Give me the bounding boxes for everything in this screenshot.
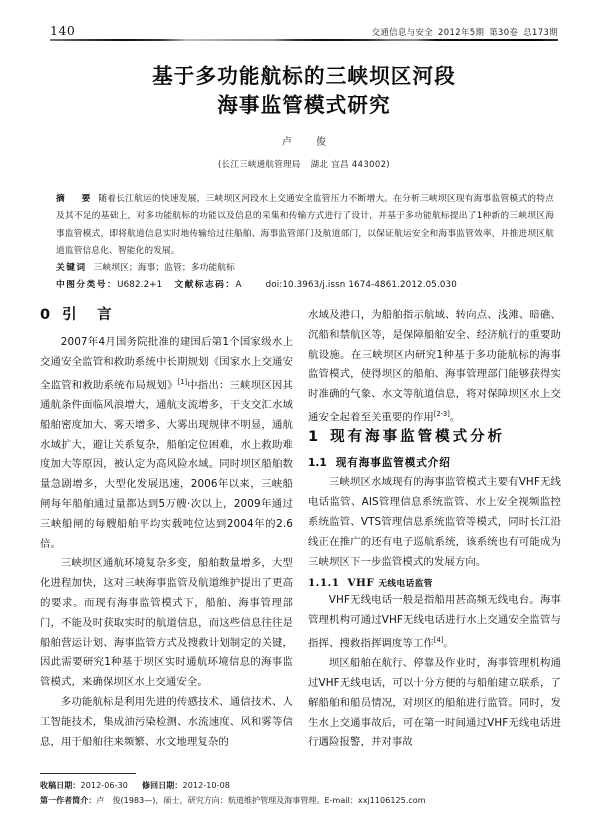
bio-text: 卢 俊(1983—)，硕士，研究方向：航道维护管理及海事管理。E-mail：xxj1106125.com	[96, 796, 426, 805]
keywords-label: 关键词	[56, 263, 87, 274]
classification-line	[56, 277, 554, 294]
affiliation	[60, 158, 548, 170]
right-p1-reference: [2-3]	[433, 409, 450, 418]
header-rule	[50, 39, 558, 41]
right-paragraph-3	[308, 591, 561, 654]
doi-text: doi:10.3963/j.issn 1674-4861.2012.05.030	[265, 280, 457, 291]
author-name: 卢 俊	[282, 137, 333, 149]
received-date: 2012-06-30	[80, 781, 128, 790]
section-heading-1-1-1	[308, 577, 561, 589]
section-heading-0	[40, 306, 293, 324]
affiliation-zip: 443002)	[351, 159, 390, 170]
title-line-1: 基于多功能航标的三峡坝区河段	[152, 64, 456, 88]
right-column	[308, 306, 561, 787]
keywords-text: 三峡坝区；海事；监管；多功能航标	[93, 263, 235, 274]
affiliation-province: 湖北	[310, 159, 329, 170]
footnote-dates	[40, 779, 293, 793]
left-paragraph-2: 三峡坝区通航环境复杂多变，船舶数量增多，大型化进程加快，这对三峡海事监管及航道维护提出了更高的要求。而现有海事监管模式下，船舶、海事管理部门，不能及时获取实时的航道信息，而这些信息往往是船舶营运计划、海事监管方式及搜救计划制定的关键，因此需要研究1种基于坝区实时通航环境信息的海事监管模式，来确保坝区水上交通安全。	[40, 557, 293, 689]
right-p3-text: VHF无线电话一般是指船用甚高频无线电台。海事管理机构可通过VHF无线电话进行水上交通安全监管与指挥、搜救指挥调度等工作	[308, 594, 561, 650]
abstract-block	[56, 191, 554, 295]
left-p1-part1: 2007年4月国务院批准的建国后第1个国家级水上交通安全监管和救助系统中长期规划《国家水上交通安全监管和救助系统布局规划》	[40, 336, 293, 392]
section-111-title-2: 无线电话监管	[378, 579, 433, 590]
left-paragraph-1	[40, 333, 293, 554]
footnote-author-bio	[40, 794, 470, 807]
right-paragraph-2: 三峡坝区水域现有的海事监管模式主要有VHF无线电话监管、AIS管理信息系统监管、水上安全视频监控系统监管、VTS管理信息系统监管等模式，同时长江沿线正在推广的还有电子巡航系统，该系统也有可能成为三峡坝区下一步监管模式的发展方向。	[308, 476, 561, 568]
footnote-block	[40, 773, 293, 793]
right-paragraph-1	[308, 306, 561, 428]
section-1-title: 现有海事监管模式分析	[330, 429, 506, 446]
section-0-number: 0	[40, 307, 51, 323]
left-paragraph-3: 多功能航标是利用先进的传感技术、通信技术、人工智能技术，集成油污染检测、水流速度、风和雾等信息，用于船舶往来频繁、水文地理复杂的	[40, 695, 293, 748]
clc-code: U682.2+1	[117, 280, 163, 291]
clc-label: 中图分类号：	[56, 280, 118, 291]
left-p1-part2: 中指出：三峡坝区因其通航条件面临风浪增大，通航支流增多，干支交汇水域船舶密度加大、雾天增多、大雾出现规律不明显，通航水域扩大，避让关系复杂，船舶定位困难，水上救助难度加大等原因，被认定为高风险水域。同时坝区船舶数量急剧增多，大型化发展迅速，2006年以来，三峡船闸每年船舶通过量都达到5万艘·次以上，2009年通过三峡船闸的每艘船舶平均实载吨位达到2004年的2.6倍。	[40, 379, 293, 550]
section-heading-1-1	[308, 455, 561, 470]
journal-serial: 总173期	[523, 26, 558, 38]
section-11-title: 现有海事监管模式介绍	[335, 457, 451, 470]
journal-volume: 第30卷	[489, 26, 519, 38]
doc-code: A	[235, 280, 242, 291]
right-p3-reference: [4]	[433, 635, 444, 644]
section-0-title: 引 言	[62, 307, 115, 323]
affiliation-institute: (长江三峡通航管理局	[218, 159, 301, 170]
received-label: 收稿日期：	[40, 781, 81, 790]
right-p3-end: 。	[443, 637, 454, 650]
section-111-number: 1.1.1	[308, 577, 340, 590]
section-11-number: 1.1	[308, 457, 327, 470]
abstract-label: 摘 要	[56, 194, 95, 204]
doc-code-label: 文献标志码：	[174, 280, 236, 291]
keywords-line	[56, 260, 554, 277]
abstract-paragraph	[56, 191, 554, 260]
section-1-number: 1	[308, 429, 319, 446]
body-columns	[40, 306, 568, 787]
title-line-2: 海事监管模式研究	[217, 93, 391, 118]
footnote-rule	[40, 773, 136, 774]
journal-name: 交通信息与安全	[371, 26, 434, 38]
affiliation-city: 宜昌	[331, 159, 349, 170]
revised-label: 修回日期：	[142, 781, 183, 790]
left-column	[40, 306, 293, 787]
section-111-title: VHF	[347, 577, 375, 590]
journal-info	[367, 26, 558, 38]
left-p1-reference: [1]	[177, 377, 188, 386]
page-title	[60, 62, 548, 120]
running-head	[50, 20, 558, 38]
section-heading-1	[308, 428, 561, 446]
bio-label: 第一作者简介：	[40, 796, 97, 805]
revised-date: 2012-10-08	[182, 781, 230, 790]
right-paragraph-4: 坝区船舶在航行、停靠及作业时，海事管理机构通过VHF无线电话，可以十分方便的与船舶建立联系，了解船舶和船员情况，对坝区的船舶进行监管。同时，发生水上交通事故后，可在第一时间通过VHF无线电话进行遇险报警，并对事故	[308, 657, 561, 749]
abstract-text: 随着长江航运的快速发展，三峡坝区河段水上交通安全监管压力不断增大。在分析三峡坝区现有海事监管模式的特点及其不足的基础上，对多功能航标的功能以及信息的采集和传输方式进行了设计，并基于多功能航标提出了1种新的三峡坝区海事监管模式，即将航道信息实时地传输给过往船舶、海事监管部门及航道部门，以保证航运安全和海事监管效率，并推进坝区航道监管信息化、智能化的发展。	[56, 194, 554, 256]
title-block	[60, 62, 548, 170]
right-p1-end: 。	[449, 411, 461, 424]
journal-issue: 2012年5期	[438, 26, 485, 38]
right-p1-text: 水域及港口，为船舶指示航域、转向点、浅滩、暗礁、沉船和禁航区等，是保障船舶安全、经济航行的重要助航设施。在三峡坝区内研究1种基于多功能航标的海事监管模式，使得坝区的船舶、海事管理部门能够获得实时准确的气象、水文等航道信息，将对保障坝区水上交通安全起着至关重要的作用	[308, 309, 561, 424]
page-number: 140	[50, 23, 76, 38]
